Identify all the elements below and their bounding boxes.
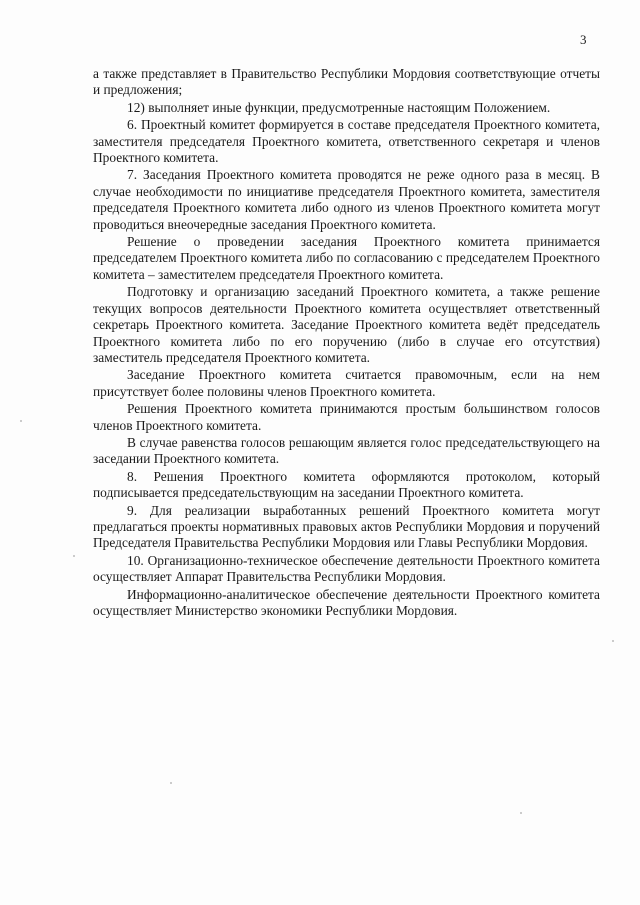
scan-speck (520, 812, 522, 814)
scan-speck (170, 782, 172, 784)
paragraph: Информационно-аналитическое обеспечение деятельности Проектного комитета осуществляет Министерство экономики Республики Мордовия. (93, 586, 600, 618)
scan-speck (612, 640, 614, 642)
paragraph: 6. Проектный комитет формируется в составе председателя Проектного комитета, заместителя председателя Проектного комитета, ответственного секретаря и членов Проектного комитета. (93, 117, 600, 166)
paragraph: 7. Заседания Проектного комитета проводятся не реже одного раза в месяц. В случае необходимости по инициативе председателя Проектного комитета, заместителя председателя Проектного комитета либо одного из членов Проектного комитета могут проводиться внеочередные заседания Проектного комитета. (93, 167, 600, 232)
paragraph: 12) выполняет иные функции, предусмотренные настоящим Положением. (127, 99, 551, 115)
paragraph: Подготовку и организацию заседаний Проектного комитета, а также решение текущих вопросов деятельности Проектного комитета осуществляет ответственный секретарь Проектного комитета. Заседание Проектного комитета ведёт председатель Проектного комитета либо по его поручению (либо в случае его отсутствия) заместитель председателя Проектного комитета. (93, 284, 600, 365)
page-number: 3 (580, 32, 587, 47)
paragraph: В случае равенства голосов решающим является голос председательствующего на заседании Проектного комитета. (93, 434, 600, 467)
paragraph: а также представляет в Правительство Республики Мордовия соответствующие отчеты и предложения; (93, 66, 600, 98)
paragraph: Заседание Проектного комитета считается правомочным, если на нем присутствует более половины членов Проектного комитета. (93, 367, 600, 399)
document-body (93, 66, 600, 620)
paragraph: 8. Решения Проектного комитета оформляются протоколом, который подписывается председательствующим на заседании Проектного комитета. (93, 468, 600, 501)
scan-speck (73, 555, 75, 557)
paragraph: 10. Организационно-техническое обеспечение деятельности Проектного комитета осуществляет Аппарат Правительства Республики Мордовия. (93, 552, 600, 585)
paragraph: Решение о проведении заседания Проектного комитета принимается председателем Проектного комитета либо по согласованию с председателем Проектного комитета – заместителем председателя Проектного комитета. (93, 234, 600, 282)
paragraph: Решения Проектного комитета принимаются простым большинством голосов членов Проектного комитета. (93, 401, 600, 433)
paragraph: 9. Для реализации выработанных решений Проектного комитета могут предлагаться проекты нормативных правовых актов Республики Мордовия и поручений Председателя Правительства Республики Мордовия или Главы Республики Мордовия. (93, 502, 600, 551)
scan-speck (20, 420, 22, 422)
